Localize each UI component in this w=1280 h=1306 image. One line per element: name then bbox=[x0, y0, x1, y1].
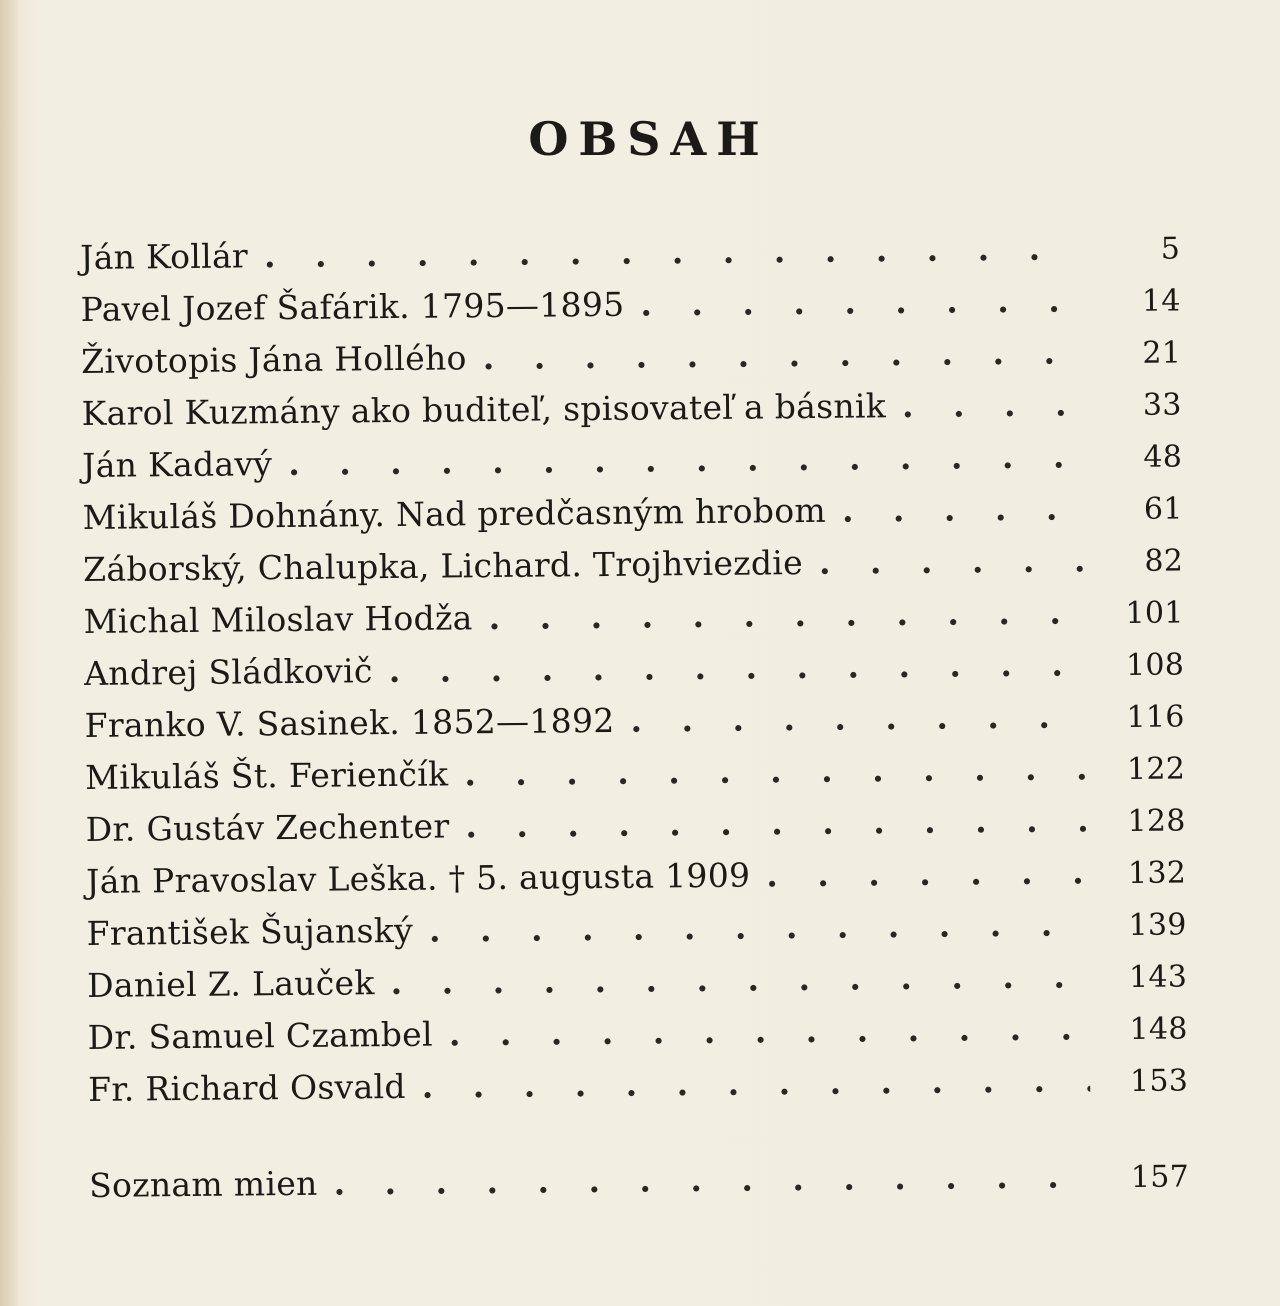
toc-entry-title: Mikuláš Dohnány. Nad predčasným hrobom bbox=[82, 490, 827, 537]
page-title: OBSAH bbox=[528, 112, 770, 166]
toc-entry-title: Záborský, Chalupka, Lichard. Trojhviezdie bbox=[82, 543, 804, 589]
toc-page-number: 128 bbox=[1127, 803, 1186, 839]
toc-page-number: 48 bbox=[1143, 439, 1183, 475]
toc-leader-dots bbox=[422, 1060, 1091, 1105]
toc-entry-title: Mikuláš Št. Ferienčík bbox=[84, 754, 449, 797]
toc-entry-title: Pavel Jozef Šafárik. 1795—1895 bbox=[80, 284, 625, 329]
toc-leader-dots bbox=[449, 1008, 1090, 1053]
toc-entry-title: Soznam mien bbox=[88, 1163, 318, 1205]
toc-page-number: 21 bbox=[1142, 335, 1182, 371]
toc-page-number: 33 bbox=[1142, 387, 1182, 423]
toc-page-number: 153 bbox=[1129, 1063, 1189, 1099]
toc-entry-title: Ján Kadavý bbox=[81, 444, 273, 485]
toc-entry-title: Franko V. Sasinek. 1852—1892 bbox=[84, 700, 615, 745]
toc-entry-title: Dr. Gustáv Zechenter bbox=[85, 806, 450, 849]
toc-leader-dots bbox=[630, 696, 1086, 739]
toc-leader-dots bbox=[842, 488, 1085, 529]
toc-leader-dots bbox=[488, 592, 1085, 637]
toc-page-number: 122 bbox=[1126, 751, 1186, 787]
toc-leader-dots bbox=[640, 280, 1083, 323]
toc-leader-dots bbox=[389, 644, 1087, 690]
toc-leader-dots bbox=[390, 956, 1089, 1002]
toc-entry-title: Andrej Sládkovič bbox=[83, 651, 373, 693]
toc-page-number: 148 bbox=[1129, 1011, 1188, 1047]
toc-entry-title: Ján Kollár bbox=[80, 236, 249, 277]
toc-page-number: 143 bbox=[1128, 959, 1188, 995]
toc-entry-title: Ján Pravoslav Leška. † 5. augusta 1909 bbox=[85, 855, 751, 901]
toc-leader-dots bbox=[264, 228, 1082, 275]
toc-entry-title: Fr. Richard Osvald bbox=[87, 1066, 406, 1109]
toc-page-number: 108 bbox=[1125, 647, 1185, 683]
table-of-contents bbox=[80, 227, 1189, 1218]
toc-page-number: 132 bbox=[1127, 855, 1187, 891]
toc-page-number: 157 bbox=[1130, 1159, 1190, 1195]
toc-entry-title: František Šujanský bbox=[86, 910, 414, 953]
toc-page-number: 139 bbox=[1128, 907, 1187, 943]
toc-leader-dots bbox=[288, 436, 1084, 483]
toc-leader-dots bbox=[465, 800, 1088, 845]
toc-page-number: 61 bbox=[1143, 491, 1183, 527]
toc-leader-dots bbox=[766, 852, 1088, 894]
toc-entry-title: Karol Kuzmány ako buditeľ, spisovateľ a básnik bbox=[81, 386, 887, 433]
toc-leader-dots bbox=[902, 384, 1084, 425]
toc-page-number: 101 bbox=[1125, 595, 1184, 631]
toc-entry-title: Dr. Samuel Czambel bbox=[87, 1014, 434, 1057]
toc-entry-title: Daniel Z. Lauček bbox=[86, 963, 375, 1005]
toc-leader-dots bbox=[819, 540, 1086, 582]
page-binding-edge bbox=[0, 0, 18, 1306]
toc-entry-title: Michal Miloslav Hodža bbox=[83, 598, 473, 641]
toc-page-number: 82 bbox=[1144, 543, 1184, 579]
toc-leader-dots bbox=[333, 1156, 1091, 1202]
toc-entry-title: Životopis Jána Hollého bbox=[80, 338, 467, 381]
toc-page-number: 14 bbox=[1141, 283, 1181, 319]
toc-appendix-entry bbox=[89, 1155, 1189, 1218]
toc-page-number: 5 bbox=[1160, 231, 1181, 267]
toc-page-number: 116 bbox=[1126, 699, 1185, 735]
toc-leader-dots bbox=[464, 748, 1087, 793]
toc-leader-dots bbox=[429, 904, 1089, 949]
toc-leader-dots bbox=[483, 332, 1084, 377]
